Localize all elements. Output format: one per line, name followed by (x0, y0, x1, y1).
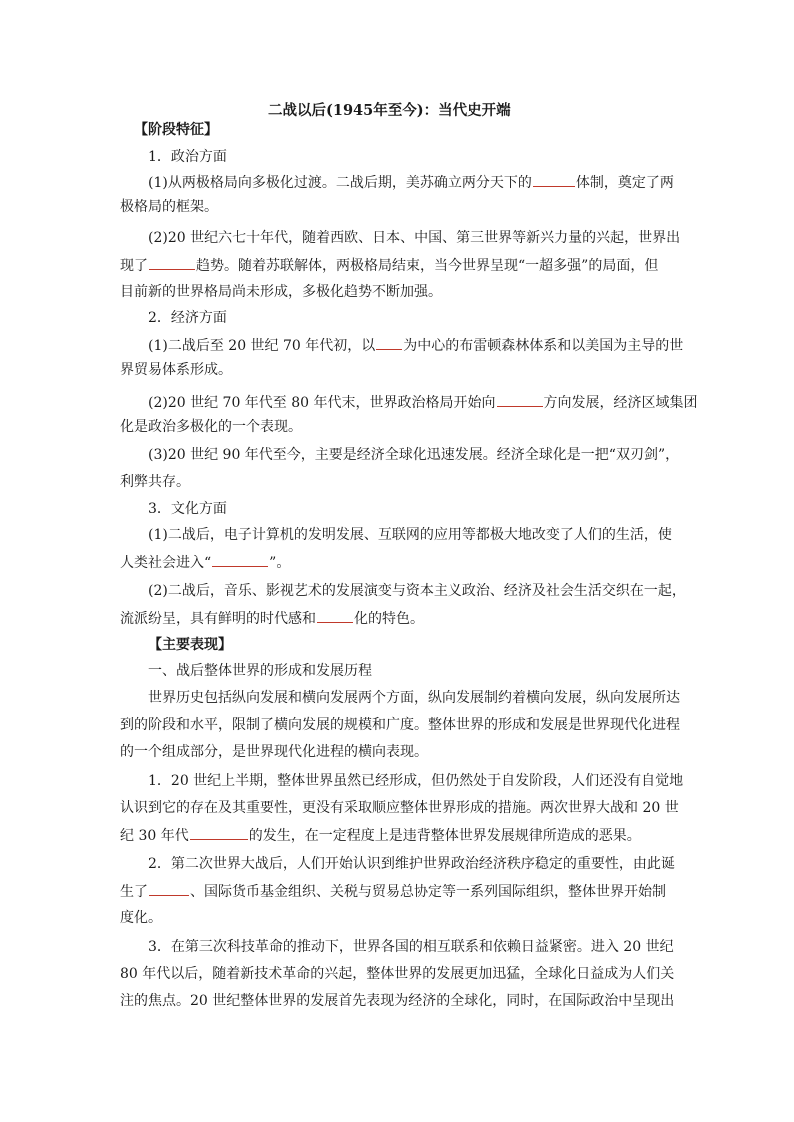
item1-line2: 认识到它的存在及其重要性，更没有采取顺应整体世界形成的措施。两次世界大战和 20 世 (120, 800, 679, 816)
fill-blank (212, 553, 268, 567)
item2-line1: 2．第二次世界大战后，人们开始认识到维护世界政治经济秩序稳定的重要性，由此诞 (148, 856, 675, 872)
politics-heading: 1．政治方面 (148, 149, 227, 165)
section1-intro-line1: 世界历史包括纵向发展和横向发展两个方面，纵向发展制约着横向发展，纵向发展所达 (148, 690, 680, 706)
text: ”。 (269, 555, 291, 571)
stage-heading: 【阶段特征】 (134, 122, 218, 138)
fill-blank (497, 393, 543, 407)
fill-blank (376, 336, 402, 350)
text: 流派纷呈，具有鲜明的时代感和 (120, 611, 316, 627)
fill-blank (533, 173, 575, 187)
economy-p2-line1 (148, 393, 698, 412)
item3-line1: 3．在第三次科技革命的推动下，世界各国的相互联系和依赖日益紧密。进入 20 世纪 (148, 939, 674, 955)
politics-p1-line2: 极格局的框架。 (120, 199, 218, 215)
section1-heading: 一、战后整体世界的形成和发展历程 (148, 663, 372, 679)
text: 化的特色。 (354, 611, 424, 627)
politics-p1-line1 (148, 173, 674, 192)
text: 人类社会进入“ (120, 555, 212, 571)
fill-blank (317, 609, 353, 623)
section1-intro-line2: 到的阶段和水平，限制了横向发展的规模和广度。整体世界的形成和发展是世界现代化进程 (120, 717, 680, 733)
text: 的发生，在一定程度上是违背整体世界发展规律所造成的恶果。 (248, 828, 641, 844)
text: 、国际货币基金组织、关税与贸易总协定等一系列国际组织，整体世界开始制 (190, 884, 666, 900)
economy-p3-line1: (3)20 世纪 90 年代至今，主要是经济全球化迅速发展。经济全球化是一把“双刃剑”， (148, 447, 680, 463)
item3-line3: 注的焦点。20 世纪整体世界的发展首先表现为经济的全球化，同时，在国际政治中呈现出 (120, 993, 675, 1009)
text: (2)20 世纪 70 年代至 80 年代末，世界政治格局开始向 (148, 395, 496, 411)
economy-heading: 2．经济方面 (148, 310, 227, 326)
culture-p2-line2 (120, 609, 424, 628)
item1-line3 (120, 826, 641, 845)
text: 方向发展，经济区域集团 (543, 395, 698, 411)
economy-p1-line2: 界贸易体系形成。 (120, 362, 232, 378)
economy-p1-line1 (148, 336, 683, 355)
section1-intro-line3: 的一个组成部分，是世界现代化进程的横向表现。 (120, 744, 428, 760)
text: 纪 30 年代 (120, 828, 189, 844)
culture-p1-line2 (120, 553, 290, 572)
politics-p2-line1: (2)20 世纪六七十年代，随着西欧、日本、中国、第三世界等新兴力量的兴起，世界出 (148, 230, 681, 246)
item2-line3: 度化。 (120, 910, 162, 926)
text: 趋势。随着苏联解体，两极格局结束，当今世界呈现“一超多强”的局面，但 (196, 258, 659, 274)
item1-line1: 1．20 世纪上半期，整体世界虽然已经形成，但仍然处于自发阶段，人们还没有自觉地 (148, 773, 684, 789)
culture-heading: 3．文化方面 (148, 501, 227, 517)
economy-p2-line2: 化是政治多极化的一个表现。 (120, 419, 302, 435)
economy-p3-line2: 利弊共存。 (120, 474, 190, 490)
item2-line2 (120, 882, 666, 901)
politics-p2-line3: 目前新的世界格局尚未形成，多极化趋势不断加强。 (120, 284, 442, 300)
item3-line2: 80 年代以后，随着新技术革命的兴起，整体世界的发展更加迅猛，全球化日益成为人们关 (120, 966, 675, 982)
politics-p2-line2 (120, 256, 658, 275)
text: 现了 (120, 258, 148, 274)
text: (1)从两极格局向多极化过渡。二战后期，美苏确立两分天下的 (148, 175, 532, 191)
main-heading: 【主要表现】 (148, 637, 232, 653)
text: 生了 (120, 884, 148, 900)
text: (1)二战后至 20 世纪 70 年代初，以 (148, 338, 376, 354)
culture-p1-line1: (1)二战后，电子计算机的发明发展、互联网的应用等都极大地改变了人们的生活，使 (148, 527, 672, 543)
text: 为中心的布雷顿森林体系和以美国为主导的世 (403, 338, 684, 354)
text: 体制，奠定了两 (575, 175, 674, 191)
page-title: 二战以后(1945年至今)：当代史开端 (268, 102, 511, 119)
fill-blank (149, 256, 195, 270)
fill-blank (190, 826, 248, 840)
culture-p2-line1: (2)二战后，音乐、影视艺术的发展演变与资本主义政治、经济及社会生活交织在一起， (148, 583, 686, 599)
fill-blank (149, 882, 189, 896)
